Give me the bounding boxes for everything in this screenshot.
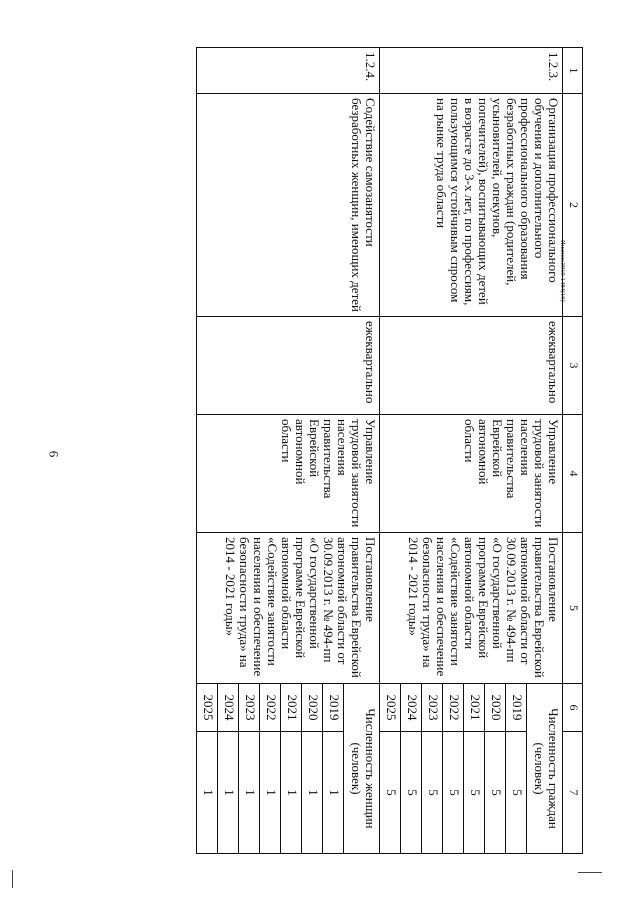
- value-cell: 5: [443, 732, 464, 854]
- indicator-label: Численность женщин (человек): [344, 684, 380, 854]
- value-cell: 1: [323, 732, 344, 854]
- year-cell: 2023: [239, 684, 260, 732]
- value-cell: 1: [302, 732, 323, 854]
- header-cell: 3: [563, 317, 583, 415]
- value-cell: 1: [239, 732, 260, 854]
- value-cell: 1: [218, 732, 239, 854]
- year-cell: 2021: [464, 684, 485, 732]
- year-cell: 2022: [260, 684, 281, 732]
- scan-mark: [12, 870, 13, 888]
- value-cell: 5: [422, 732, 443, 854]
- year-cell: 2021: [281, 684, 302, 732]
- executor: Управление трудовой занятости населения правительства Еврейской автономной области: [197, 415, 380, 533]
- year-cell: 2025: [197, 684, 218, 732]
- scan-mark: [578, 872, 602, 873]
- year-cell: 2019: [506, 684, 527, 732]
- year-cell: 2022: [443, 684, 464, 732]
- row-number: 1.2.4.: [197, 48, 380, 94]
- document-id: Инапок/2019-1484(10): [559, 240, 566, 302]
- header-row: [563, 48, 583, 854]
- header-cell: 5: [563, 533, 583, 684]
- year-cell: 2024: [401, 684, 422, 732]
- year-cell: 2024: [218, 684, 239, 732]
- value-cell: 5: [506, 732, 527, 854]
- value-cell: 5: [380, 732, 401, 854]
- value-cell: 5: [401, 732, 422, 854]
- year-cell: 2025: [380, 684, 401, 732]
- header-cell: 2: [563, 94, 583, 317]
- page-number: 6: [46, 450, 62, 458]
- value-cell: 1: [260, 732, 281, 854]
- period: ежеквартально: [197, 317, 380, 415]
- table-row: [344, 48, 380, 854]
- year-cell: 2020: [485, 684, 506, 732]
- measure-name: Содействие самозанятости безработных женщин, имеющих детей: [197, 94, 380, 317]
- executor: Управление трудовой занятости населения правительства Еврейской автономной области: [380, 415, 563, 533]
- row-number: 1.2.3.: [380, 48, 563, 94]
- rotated-table-container: [99, 47, 583, 853]
- value-cell: 5: [485, 732, 506, 854]
- year-cell: 2019: [323, 684, 344, 732]
- header-cell: 1: [563, 48, 583, 94]
- document: Постановление правительства Еврейской автономной области от 30.09.2013 г. № 494-пп «О государственной программе Еврейской автономной области «Содействие занятости населения и обеспечение безопасности труда» на 2014 - 2021 годы»: [197, 533, 380, 684]
- value-cell: 1: [197, 732, 218, 854]
- year-cell: 2023: [422, 684, 443, 732]
- program-table: [196, 47, 583, 854]
- year-cell: 2020: [302, 684, 323, 732]
- period: ежеквартально: [380, 317, 563, 415]
- table-row: [527, 48, 563, 854]
- header-cell: 7: [563, 732, 583, 854]
- document: Постановление правительства Еврейской автономной области от 30.09.2013 г. № 494-пп «О государственной программе Еврейской автономной области «Содействие занятости населения и обеспечение безопасности труда» на 2014 - 2021 годы»: [380, 533, 563, 684]
- indicator-label: Численность граждан (человек): [527, 684, 563, 854]
- header-cell: 4: [563, 415, 583, 533]
- value-cell: 5: [464, 732, 485, 854]
- header-cell: 6: [563, 684, 583, 732]
- value-cell: 1: [281, 732, 302, 854]
- measure-name: Организация профессионального обучения и дополнительного профессионального образования безработных граждан (родителей, усыновителей, опекунов, попечителей), воспитывающих детей в возрасте до 3-х лет, по профессиям, пользующимся устойчивым спросом на рынке труда области: [380, 94, 563, 317]
